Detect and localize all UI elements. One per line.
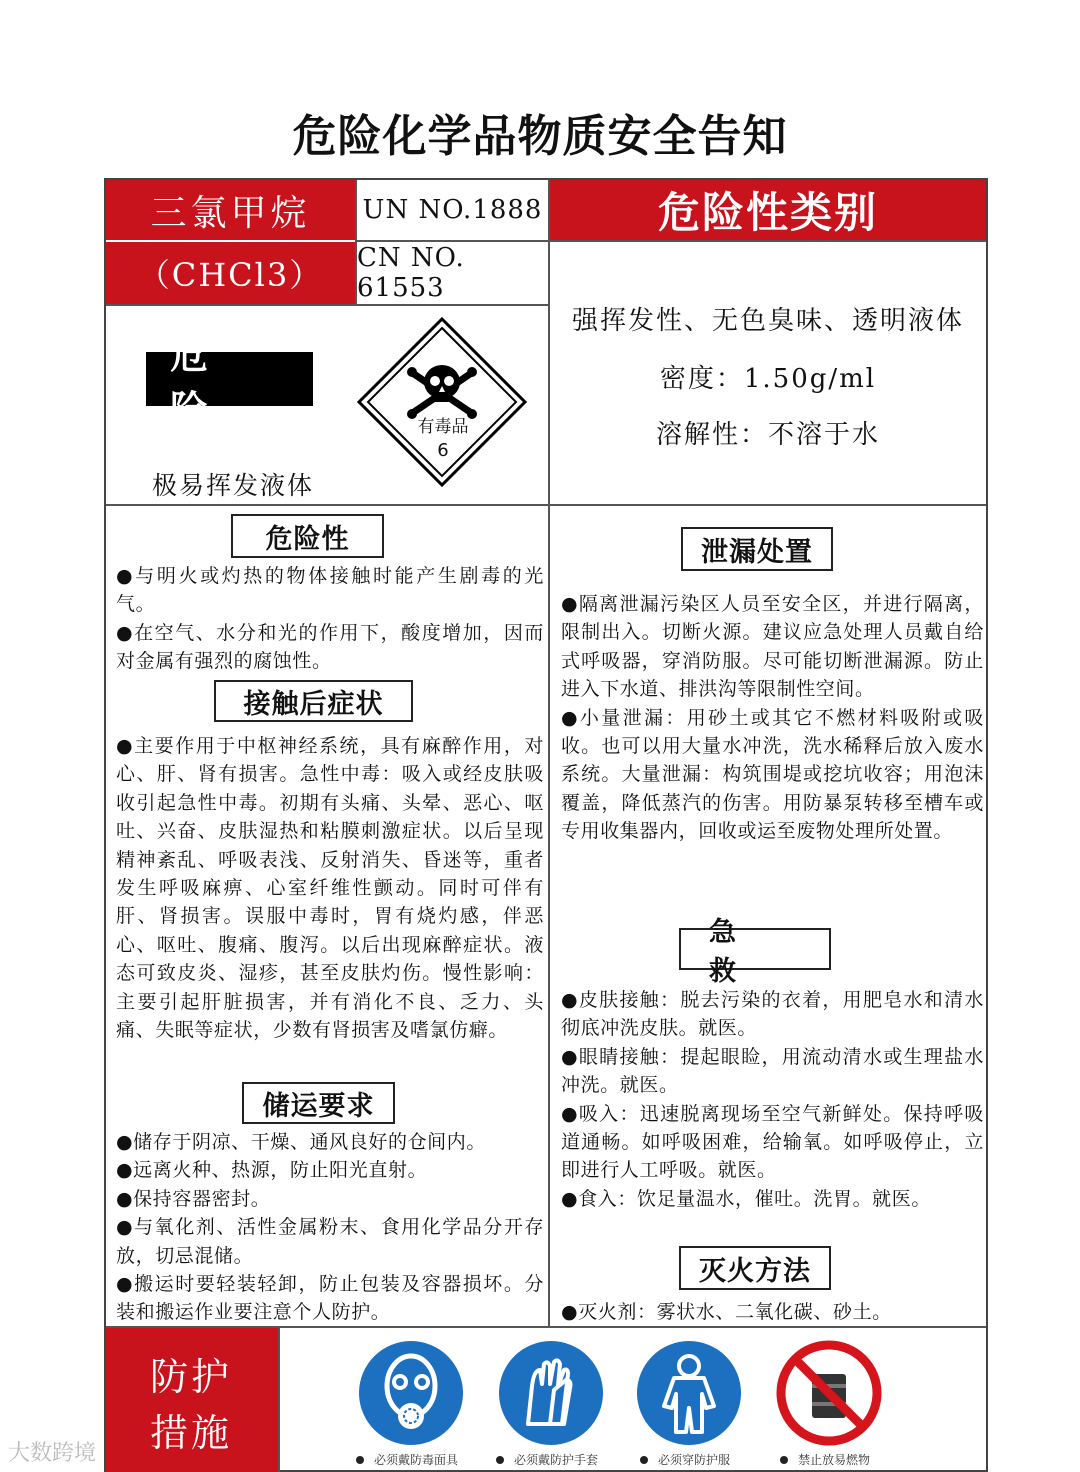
leak-item: ●小量泄漏：用砂土或其它不燃材料吸附或吸收。也可以用大量水冲洗，洗水稀释后放入废水系统。大量泄漏：构筑围堤或挖坑收容；用泡沫覆盖，降低蒸汽的伤害。用防暴泵转移至槽车或专用收集器内，回收或运至废物处理所处置。 (561, 706, 984, 843)
chemical-name: 三氯甲烷 (106, 180, 355, 240)
property-appearance: 强挥发性、无色臭味、透明液体 (571, 306, 964, 336)
hazard-sign-class: 6 (437, 440, 449, 461)
divider (278, 1328, 280, 1472)
hazard-category-title: 危险性类别 (550, 180, 986, 240)
first-aid-item: ●食入：饮足量温水，催吐。洗胃。就医。 (561, 1187, 931, 1210)
skull-crossbones-icon (356, 316, 528, 488)
leak-text (561, 590, 984, 846)
section-title-storage: 储运要求 (242, 1082, 395, 1124)
ppe-label-text: 必须穿防护服 (658, 1453, 731, 1467)
first-aid-text (561, 986, 984, 1213)
ppe-label-text: 禁止放易燃物 (798, 1453, 871, 1467)
protection-label: 防护 (150, 1355, 233, 1399)
un-number: UN NO.1888 (362, 195, 543, 225)
divider (550, 240, 986, 242)
ppe-label-text: 必须戴防毒面具 (374, 1453, 459, 1467)
section-title-first-aid: 急 救 (679, 928, 831, 970)
chemical-formula: （CHCl3） (106, 242, 355, 304)
storage-item: ●与氧化剂、活性金属粉末、食用化学品分开存放，切忌混储。 (116, 1216, 544, 1267)
property-density: 密度：1.50g/ml (659, 364, 877, 394)
ppe-label (640, 1451, 730, 1468)
hazard-text (116, 562, 544, 676)
property-solubility: 溶解性：不溶于水 (655, 420, 880, 450)
section-title-symptoms: 接触后症状 (214, 680, 413, 722)
storage-item: ●搬运时要轻装轻卸，防止包装及容器损坏。分装和搬运作业要注意个人防护。 (116, 1273, 544, 1324)
leak-item: ●隔离泄漏污染区人员至安全区，并进行隔离，限制出入。切断火源。建议应急处理人员戴自给式呼吸器，穿消防服。尽可能切断泄漏源。防止进入下水道、排洪沟等限制性空间。 (561, 593, 984, 701)
first-aid-item: ●眼睛接触：提起眼睑，用流动清水或生理盐水冲洗。就医。 (561, 1045, 984, 1097)
ppe-label (780, 1451, 870, 1468)
storage-item: ●远离火种、热源，防止阳光直射。 (116, 1159, 428, 1182)
first-aid-item: ●皮肤接触：脱去污染的衣着，用肥皂水和清水彻底冲洗皮肤。就医。 (561, 989, 984, 1040)
hazard-item: ●与明火或灼热的物体接触时能产生剧毒的光气。 (116, 565, 544, 616)
protection-label-box (106, 1328, 278, 1472)
storage-item: ●保持容器密封。 (116, 1187, 271, 1210)
gloves-icon (498, 1340, 604, 1446)
divider (106, 304, 550, 306)
divider (355, 180, 357, 306)
divider (548, 180, 550, 1328)
no-flammable-icon (776, 1340, 882, 1446)
danger-label: 危 险 (146, 352, 313, 406)
storage-item: ●储存于阴凉、干燥、通风良好的仓间内。 (116, 1131, 486, 1153)
symptoms-item: ●主要作用于中枢神经系统，具有麻醉作用，对心、肝、肾有损害。急性中毒：吸入或经皮肤吸收引起急性中毒。初期有头痛、头晕、恶心、呕吐、兴奋、皮肤湿热和粘膜刺激症状。以后呈现精神紊乱、呼吸表浅、反射消失、昏迷等，重者发生呼吸麻痹、心室纤维性颤动。同时可伴有肝、肾损害。误服中毒时，胃有烧灼感，伴恶心、呕吐、腹痛、腹泻。以后出现麻醉症状。液态可致皮炎、湿疹，甚至皮肤灼伤。慢性影响：主要引起肝脏损害，并有消化不良、乏力、头痛、失眠等症状，少数有肾损害及嗜氯仿癖。 (116, 735, 544, 1042)
ppe-label (496, 1451, 598, 1468)
protective-suit-icon (636, 1340, 742, 1446)
gas-mask-icon (358, 1340, 464, 1446)
fire-text (561, 1298, 984, 1326)
section-title-hazard: 危险性 (231, 514, 384, 558)
storage-text (116, 1128, 544, 1327)
page-title: 危险化学品物质安全告知 (292, 111, 788, 162)
symptoms-text (116, 732, 544, 1044)
ppe-label-text: 必须戴防护手套 (514, 1453, 599, 1467)
section-title-leak: 泄漏处置 (681, 527, 833, 571)
divider (106, 504, 986, 506)
divider (355, 240, 550, 242)
hazard-item: ●在空气、水分和光的作用下，酸度增加，因而对金属有强烈的腐蚀性。 (116, 621, 544, 673)
first-aid-item: ●吸入：迅速脱离现场至空气新鲜处。保持呼吸道通畅。如呼吸困难，给输氧。如呼吸停止，立即进行人工呼吸。就医。 (561, 1102, 984, 1182)
hazard-sign-label: 有毒品 (417, 417, 469, 437)
protection-label: 措施 (150, 1411, 233, 1455)
section-title-fire: 灭火方法 (679, 1246, 831, 1290)
danger-note: 极易挥发液体 (152, 471, 315, 500)
watermark: 大数跨境 (8, 1441, 97, 1466)
fire-item: ●灭火剂：雾状水、二氧化碳、砂土。 (561, 1301, 892, 1323)
ppe-label (356, 1451, 458, 1468)
cn-number: CN NO. 61553 (357, 243, 465, 303)
